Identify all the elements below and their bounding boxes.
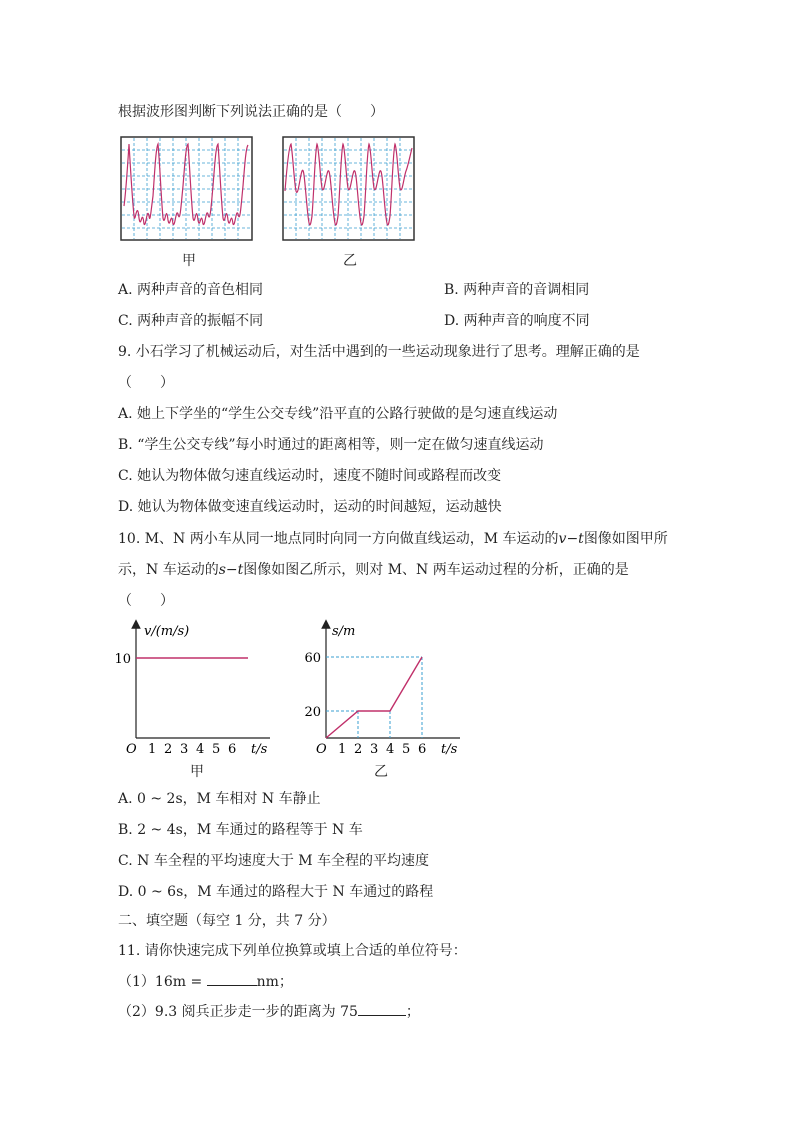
waveform-yi [282,136,416,242]
q11-item1-pre: （1）16m = [118,974,207,990]
q11-item2 [118,1001,420,1022]
x-tick-label: 1 [338,742,347,757]
q10-option-c[interactable]: C. N 车全程的平均速度大于 M 车全程的平均速度 [118,853,430,869]
y-axis-label: s/m [332,624,356,639]
series-line [326,657,422,738]
origin-label: O [126,742,137,757]
q11-item1 [118,971,293,992]
caption-chart-yi: 乙 [374,764,388,780]
x-tick-label: 4 [196,742,205,757]
origin-label: O [316,742,327,757]
q10-option-a[interactable]: A. 0 ~ 2s，M 车相对 N 车静止 [118,791,321,807]
q8-stem: 根据波形图判断下列说法正确的是（ ） [118,104,384,120]
q8-option-c[interactable]: C. 两种声音的振幅不同 [118,313,264,329]
x-axis-label: t/s [251,742,268,757]
caption-yi: 乙 [343,253,357,269]
q11-item2-blank[interactable] [358,1001,406,1016]
q10-stem-line1-pre: 10. M、N 两小车从同一地点同时向同一方向做直线运动，M 车运动的 [118,531,559,547]
q8-option-d[interactable]: D. 两种声音的响度不同 [444,313,590,329]
q9-option-b[interactable]: B. “学生公交专线”每小时通过的距离相等，则一定在做匀速直线运动 [118,437,544,453]
x-tick-label: 4 [386,742,395,757]
caption-jia: 甲 [182,253,196,269]
q9-paren: （ ） [118,375,174,391]
q9-stem: 9. 小石学习了机械运动后，对生活中遇到的一些运动现象进行了思考。理解正确的是 [118,344,640,360]
x-tick-label: 2 [354,742,363,757]
y-tick-label: 20 [304,705,321,720]
y-tick-label: 60 [304,651,321,666]
q10-stem-line1 [118,529,668,549]
q10-st-math: s−t [218,562,244,578]
x-tick-label: 6 [228,742,237,757]
x-tick-label: 3 [180,742,189,757]
q10-stem-line2-pre: 示，N 车运动的 [118,562,219,578]
vt-chart-jia [110,618,280,780]
q8-option-a[interactable]: A. 两种声音的音色相同 [118,282,264,298]
q9-option-a[interactable]: A. 她上下学坐的“学生公交专线”沿平直的公路行驶做的是匀速直线运动 [118,406,558,422]
q10-paren: （ ） [118,593,174,609]
section2-title: 二、填空题（每空 1 分，共 7 分） [118,913,336,929]
waveform-jia [120,136,254,242]
x-tick-label: 1 [148,742,157,757]
x-tick-label: 5 [212,742,221,757]
x-axis-label: t/s [441,742,458,757]
y-tick-label: 10 [114,652,131,667]
q11-item1-blank[interactable] [207,971,257,986]
q10-option-d[interactable]: D. 0 ~ 6s，M 车通过的路程大于 N 车通过的路程 [118,884,434,900]
q9-option-d[interactable]: D. 她认为物体做变速直线运动时，运动的时间越短，运动越快 [118,499,502,515]
q10-stem-line2-post: 图像如图乙所示，则对 M、N 两车运动过程的分析，正确的是 [243,562,629,578]
y-axis-label: v/(m/s) [144,624,190,639]
q10-stem-line1-post: 图像如图甲所 [583,531,668,547]
x-tick-label: 5 [402,742,411,757]
x-tick-label: 6 [418,742,427,757]
q9-option-c[interactable]: C. 她认为物体做匀速直线运动时，速度不随时间或路程而改变 [118,468,502,484]
q10-option-b[interactable]: B. 2 ~ 4s，M 车通过的路程等于 N 车 [118,822,363,838]
q11-item1-post: nm； [256,974,293,990]
q11-stem: 11. 请你快速完成下列单位换算或填上合适的单位符号： [118,943,467,959]
x-tick-label: 3 [370,742,379,757]
q8-option-b[interactable]: B. 两种声音的音调相同 [444,282,590,298]
x-tick-label: 2 [164,742,173,757]
caption-chart-jia: 甲 [190,764,204,780]
q10-vt-math: v−t [558,531,584,547]
q11-item2-post: ； [405,1004,420,1020]
q11-item2-pre: （2）9.3 阅兵正步走一步的距离为 75 [118,1004,358,1020]
st-chart-yi [300,618,470,780]
q10-stem-line2 [118,560,629,580]
